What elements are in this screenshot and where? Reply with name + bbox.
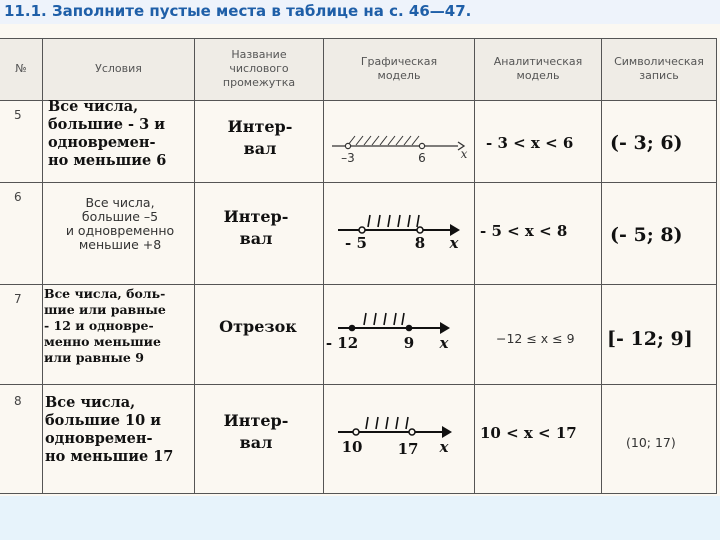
right-endpoint-label: 9 [403,334,415,352]
number-line-row7 [324,308,474,354]
left-endpoint-label: 10 [341,438,363,456]
interval-name-line: Отрезок [219,317,297,336]
header-graphic-model-label: Графическая модель [360,55,438,82]
condition-line: менно меньшие [44,334,161,349]
hatching [348,136,419,145]
grid-line [474,38,475,494]
task-number: 11.1. [4,2,47,20]
header-graphic-model [324,38,474,100]
header-conditions [43,38,194,100]
left-endpoint-label: –3 [341,151,355,165]
interval-name-cell [218,116,302,160]
hatching [366,417,408,429]
condition-line: большие - 3 и [48,116,165,133]
open-point-right [417,227,423,233]
row-number: 5 [14,108,22,122]
header-analytic-model-label: Аналитическая модель [493,55,583,82]
analytic-cell: - 3 < x < 6 [486,134,574,152]
interval-name-cell [214,410,298,454]
left-endpoint-label: - 12 [325,334,359,352]
open-point-left [359,227,365,233]
condition-line: большие 10 и [45,412,161,429]
condition-line: Все числа, [85,195,155,210]
symbolic-cell: [- 12; 9] [607,328,693,350]
axis-arrow [440,322,450,334]
axis-variable: x [460,147,468,161]
analytic-cell: - 5 < x < 8 [480,222,568,240]
right-endpoint-label: 8 [414,234,426,252]
header-symbolic-notation [602,38,716,100]
analytic-cell: −12 ≤ x ≤ 9 [496,331,575,346]
condition-cell [45,394,173,466]
condition-line: большие –5 [81,209,159,224]
grid-line [0,493,716,494]
grid-line [0,384,716,385]
condition-line: но меньшие 6 [48,152,167,169]
left-endpoint-label: - 5 [345,234,367,252]
condition-cell [48,98,166,170]
header-interval-name [195,38,323,100]
open-point-right [419,143,424,148]
row-number: 8 [14,394,22,408]
task-title [0,0,720,24]
condition-cell [44,286,166,366]
grid-line [601,38,602,494]
axis-variable: x [439,334,449,352]
open-point-left [345,143,350,148]
grid-line [716,38,717,494]
condition-line: шие или равные [44,302,166,317]
condition-line: Все числа, боль- [44,286,166,301]
axis-arrow [442,426,452,438]
open-point-right [409,429,415,435]
grid-line [194,38,195,494]
condition-line: и одновременно [65,223,175,238]
row-number: 7 [14,292,22,306]
interval-name-cell [206,316,310,338]
grid-line [42,38,43,494]
number-line-row5 [324,128,474,168]
number-line-row6 [324,208,474,254]
condition-line: меньшие +8 [78,237,162,252]
interval-name-line: вал [239,229,273,248]
condition-line: - 12 и одновре- [44,318,154,333]
interval-name-cell [214,206,298,250]
right-endpoint-label: 17 [397,440,419,458]
interval-name-line: Интер- [223,207,289,226]
symbolic-cell: (- 3; 6) [610,132,683,154]
task-text: Заполните пустые места в таблице на с. 46—47. [51,2,472,20]
grid-line [0,38,716,39]
number-line-row8 [324,412,474,458]
closed-point-left [349,325,356,332]
interval-name-line: вал [239,433,273,452]
grid-line [0,182,716,183]
header-conditions-label: Условия [95,62,142,75]
right-endpoint-label: 6 [418,151,426,165]
condition-line: Все числа, [45,394,136,411]
interval-name-line: вал [243,139,277,158]
header-number-label: № [15,62,27,75]
interval-name-line: Интер- [227,117,293,136]
closed-point-right [406,325,413,332]
condition-line: одновремен- [48,134,156,151]
header-number [0,38,42,100]
symbolic-cell: (- 5; 8) [610,224,683,246]
intervals-table [0,38,720,494]
condition-cell [52,196,188,252]
header-analytic-model [475,38,601,100]
axis-variable: x [449,234,459,252]
grid-line [0,284,716,285]
hatching [364,313,404,325]
interval-name-line: Интер- [223,411,289,430]
condition-line: одновремен- [45,430,153,447]
condition-line: но меньшие 17 [45,448,174,465]
header-interval-name-label: Название числового промежутка [222,48,296,89]
open-point-left [353,429,359,435]
symbolic-cell: (10; 17) [626,435,676,450]
axis-variable: x [439,438,449,456]
condition-line: Все числа, [48,98,139,115]
row-number: 6 [14,190,22,204]
condition-line: или равные 9 [44,350,144,365]
bottom-band [0,496,720,540]
analytic-cell: 10 < x < 17 [480,424,577,442]
hatching [368,215,419,227]
header-symbolic-notation-label: Символическая запись [614,55,704,82]
